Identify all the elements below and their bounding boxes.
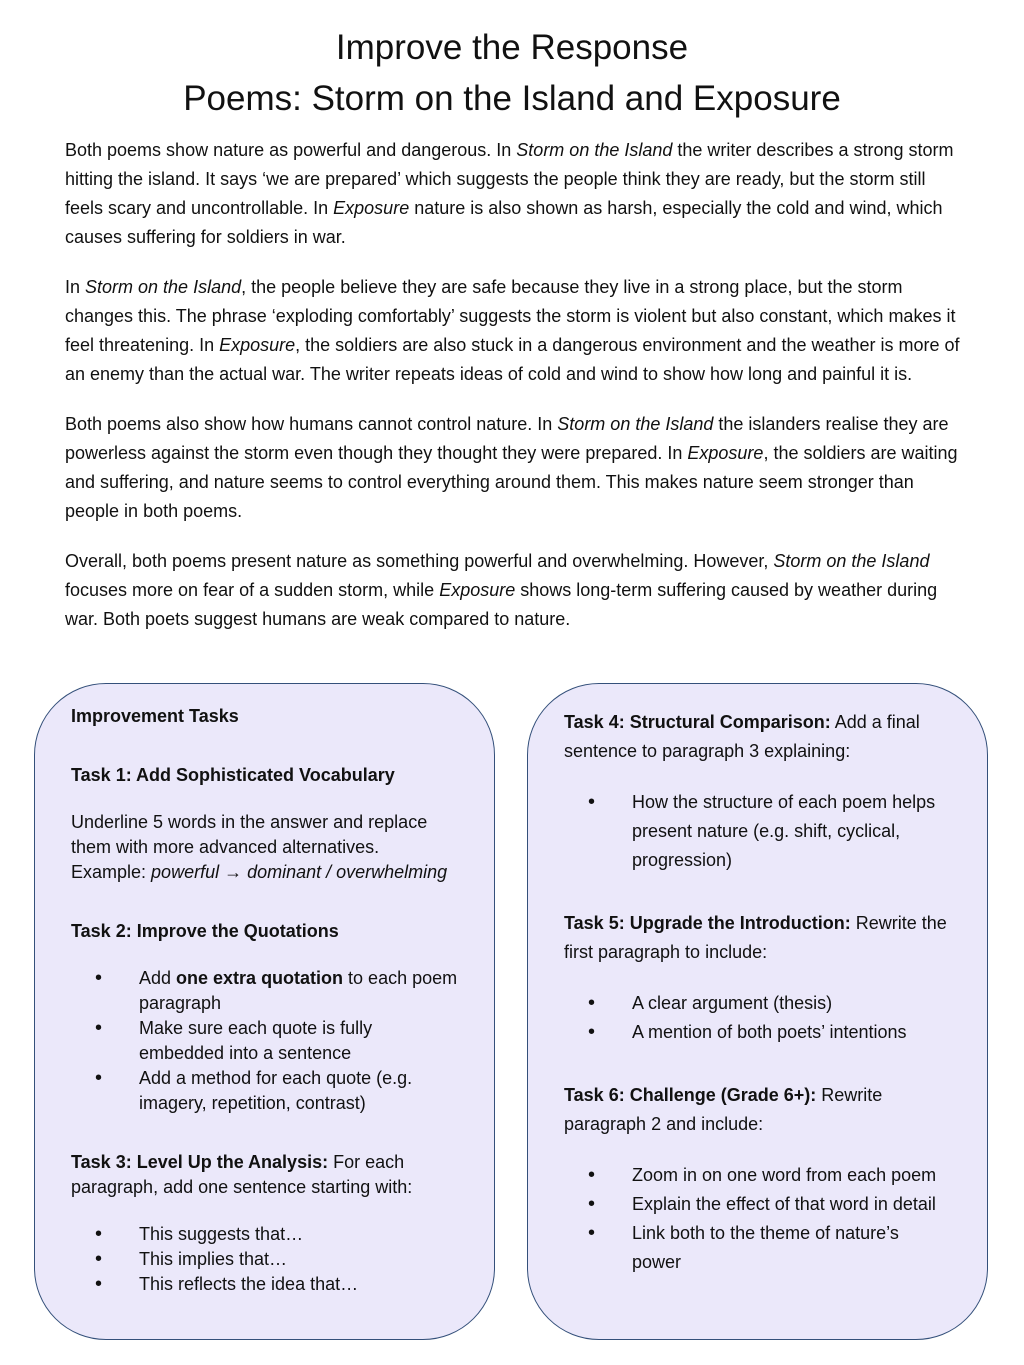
list-item: [71, 966, 458, 1016]
task-title-text: Task 6: Challenge (Grade 6+):: [564, 1085, 817, 1105]
task-title-text: Task 2: Improve the Quotations: [71, 921, 339, 941]
task-title-text: Task 1: Add Sophisticated Vocabulary: [71, 765, 395, 785]
list-item: • This suggests that…: [71, 1222, 458, 1247]
poem-title: Storm on the Island: [557, 414, 714, 434]
list-item: • Make sure each quote is fully embedded into a sentence: [71, 1016, 458, 1066]
task-3-list: [71, 1222, 458, 1297]
panel-heading-text: Improvement Tasks: [71, 706, 239, 726]
task-body-text: For each paragraph, add one sentence starting with:: [71, 1152, 413, 1197]
essay-paragraph-3: [65, 410, 965, 526]
poem-title: Exposure: [687, 443, 764, 463]
essay-text: Overall, both poems present nature as something powerful and overwhelming. However,: [65, 551, 774, 571]
essay-paragraph-1: [65, 136, 965, 252]
extension-tasks-panel: [527, 683, 988, 1340]
list-item: • Explain the effect of that word in detail: [564, 1190, 951, 1219]
task-4-title: [564, 708, 951, 766]
essay-text: the islanders realise they are powerless against the storm even though they thought they were prepared. In: [65, 414, 949, 463]
essay-text: Both poems also show how humans cannot control nature. In: [65, 414, 558, 434]
essay-text: nature is also shown as harsh, especially the cold and wind, which causes suffering for soldiers in war.: [65, 198, 943, 247]
poem-title: Storm on the Island: [516, 140, 673, 160]
task-2-title: [71, 919, 458, 944]
list-text: Add: [139, 968, 177, 988]
panel-heading: [71, 704, 458, 729]
list-item: • A mention of both poets’ intentions: [564, 1018, 951, 1047]
poem-title: Exposure: [219, 335, 296, 355]
essay-text: , the soldiers are also stuck in a dangerous environment and the weather is more of an enemy than the actual war. The writer repeats ideas of cold and wind to show how long and painful it is.: [65, 335, 960, 384]
title-line-2: Poems: Storm on the Island and Exposure: [183, 79, 841, 118]
task-1-example: [71, 860, 458, 885]
task-title-text: Task 5: Upgrade the Introduction:: [564, 913, 851, 933]
sample-response: [65, 136, 965, 655]
task-title-text: Task 4: Structural Comparison:: [564, 712, 831, 732]
list-item: • Zoom in on one word from each poem: [564, 1161, 951, 1190]
poem-title: Storm on the Island: [773, 551, 930, 571]
task-4-list: [564, 788, 951, 875]
task-3-title: [71, 1150, 458, 1200]
example-label: Example:: [71, 862, 152, 882]
task-2-list: [71, 966, 458, 1116]
example-text: powerful → dominant / overwhelming: [151, 862, 448, 882]
poem-title: Storm on the Island: [85, 277, 242, 297]
list-item: • This implies that…: [71, 1247, 458, 1272]
poem-title: Exposure: [439, 580, 516, 600]
list-item: • A clear argument (thesis): [564, 989, 951, 1018]
page-title: [0, 22, 1024, 124]
task-1-title: [71, 763, 458, 788]
list-item: • How the structure of each poem helps present nature (e.g. shift, cyclical, progression): [564, 788, 951, 875]
task-5-title: [564, 909, 951, 967]
task-body-text: Add a final sentence to paragraph 3 explaining:: [564, 712, 920, 761]
essay-paragraph-4: [65, 547, 965, 634]
list-text: to each poem paragraph: [139, 968, 458, 1013]
essay-text: , the people believe they are safe because they live in a strong place, but the storm changes this. The phrase ‘exploding comfortably’ suggests the storm is violent but also constant, which makes it feel threatening. In: [65, 277, 956, 355]
list-item: • Add a method for each quote (e.g. imagery, repetition, contrast): [71, 1066, 458, 1116]
task-title-text: Task 3: Level Up the Analysis:: [71, 1152, 329, 1172]
task-6-title: [564, 1081, 951, 1139]
list-item: • Link both to the theme of nature’s power: [564, 1219, 951, 1277]
essay-text: In: [65, 277, 86, 297]
list-text-bold: one extra quotation: [176, 968, 344, 988]
task-body-text: Rewrite paragraph 2 and include:: [564, 1085, 883, 1134]
task-1-body: Underline 5 words in the answer and replace them with more advanced alternatives.: [71, 812, 428, 857]
essay-text: shows long-term suffering caused by weather during war. Both poets suggest humans are weak compared to nature.: [65, 580, 938, 629]
essay-text: the writer describes a strong storm hitting the island. It says ‘we are prepared’ which suggests the people think they are ready, but the storm still feels scary and uncontrollable. In: [65, 140, 954, 218]
list-item: • This reflects the idea that…: [71, 1272, 458, 1297]
essay-text: , the soldiers are waiting and suffering, and nature seems to control everything around them. This makes nature seem stronger than people in both poems.: [65, 443, 958, 521]
essay-text: Both poems show nature as powerful and dangerous. In: [65, 140, 517, 160]
essay-paragraph-2: [65, 273, 965, 389]
improvement-tasks-panel: [34, 683, 495, 1340]
task-body-text: Rewrite the first paragraph to include:: [564, 913, 947, 962]
task-6-list: [564, 1161, 951, 1277]
poem-title: Exposure: [333, 198, 410, 218]
title-line-1: Improve the Response: [335, 28, 689, 67]
task-5-list: [564, 989, 951, 1047]
essay-text: focuses more on fear of a sudden storm, while: [65, 580, 440, 600]
